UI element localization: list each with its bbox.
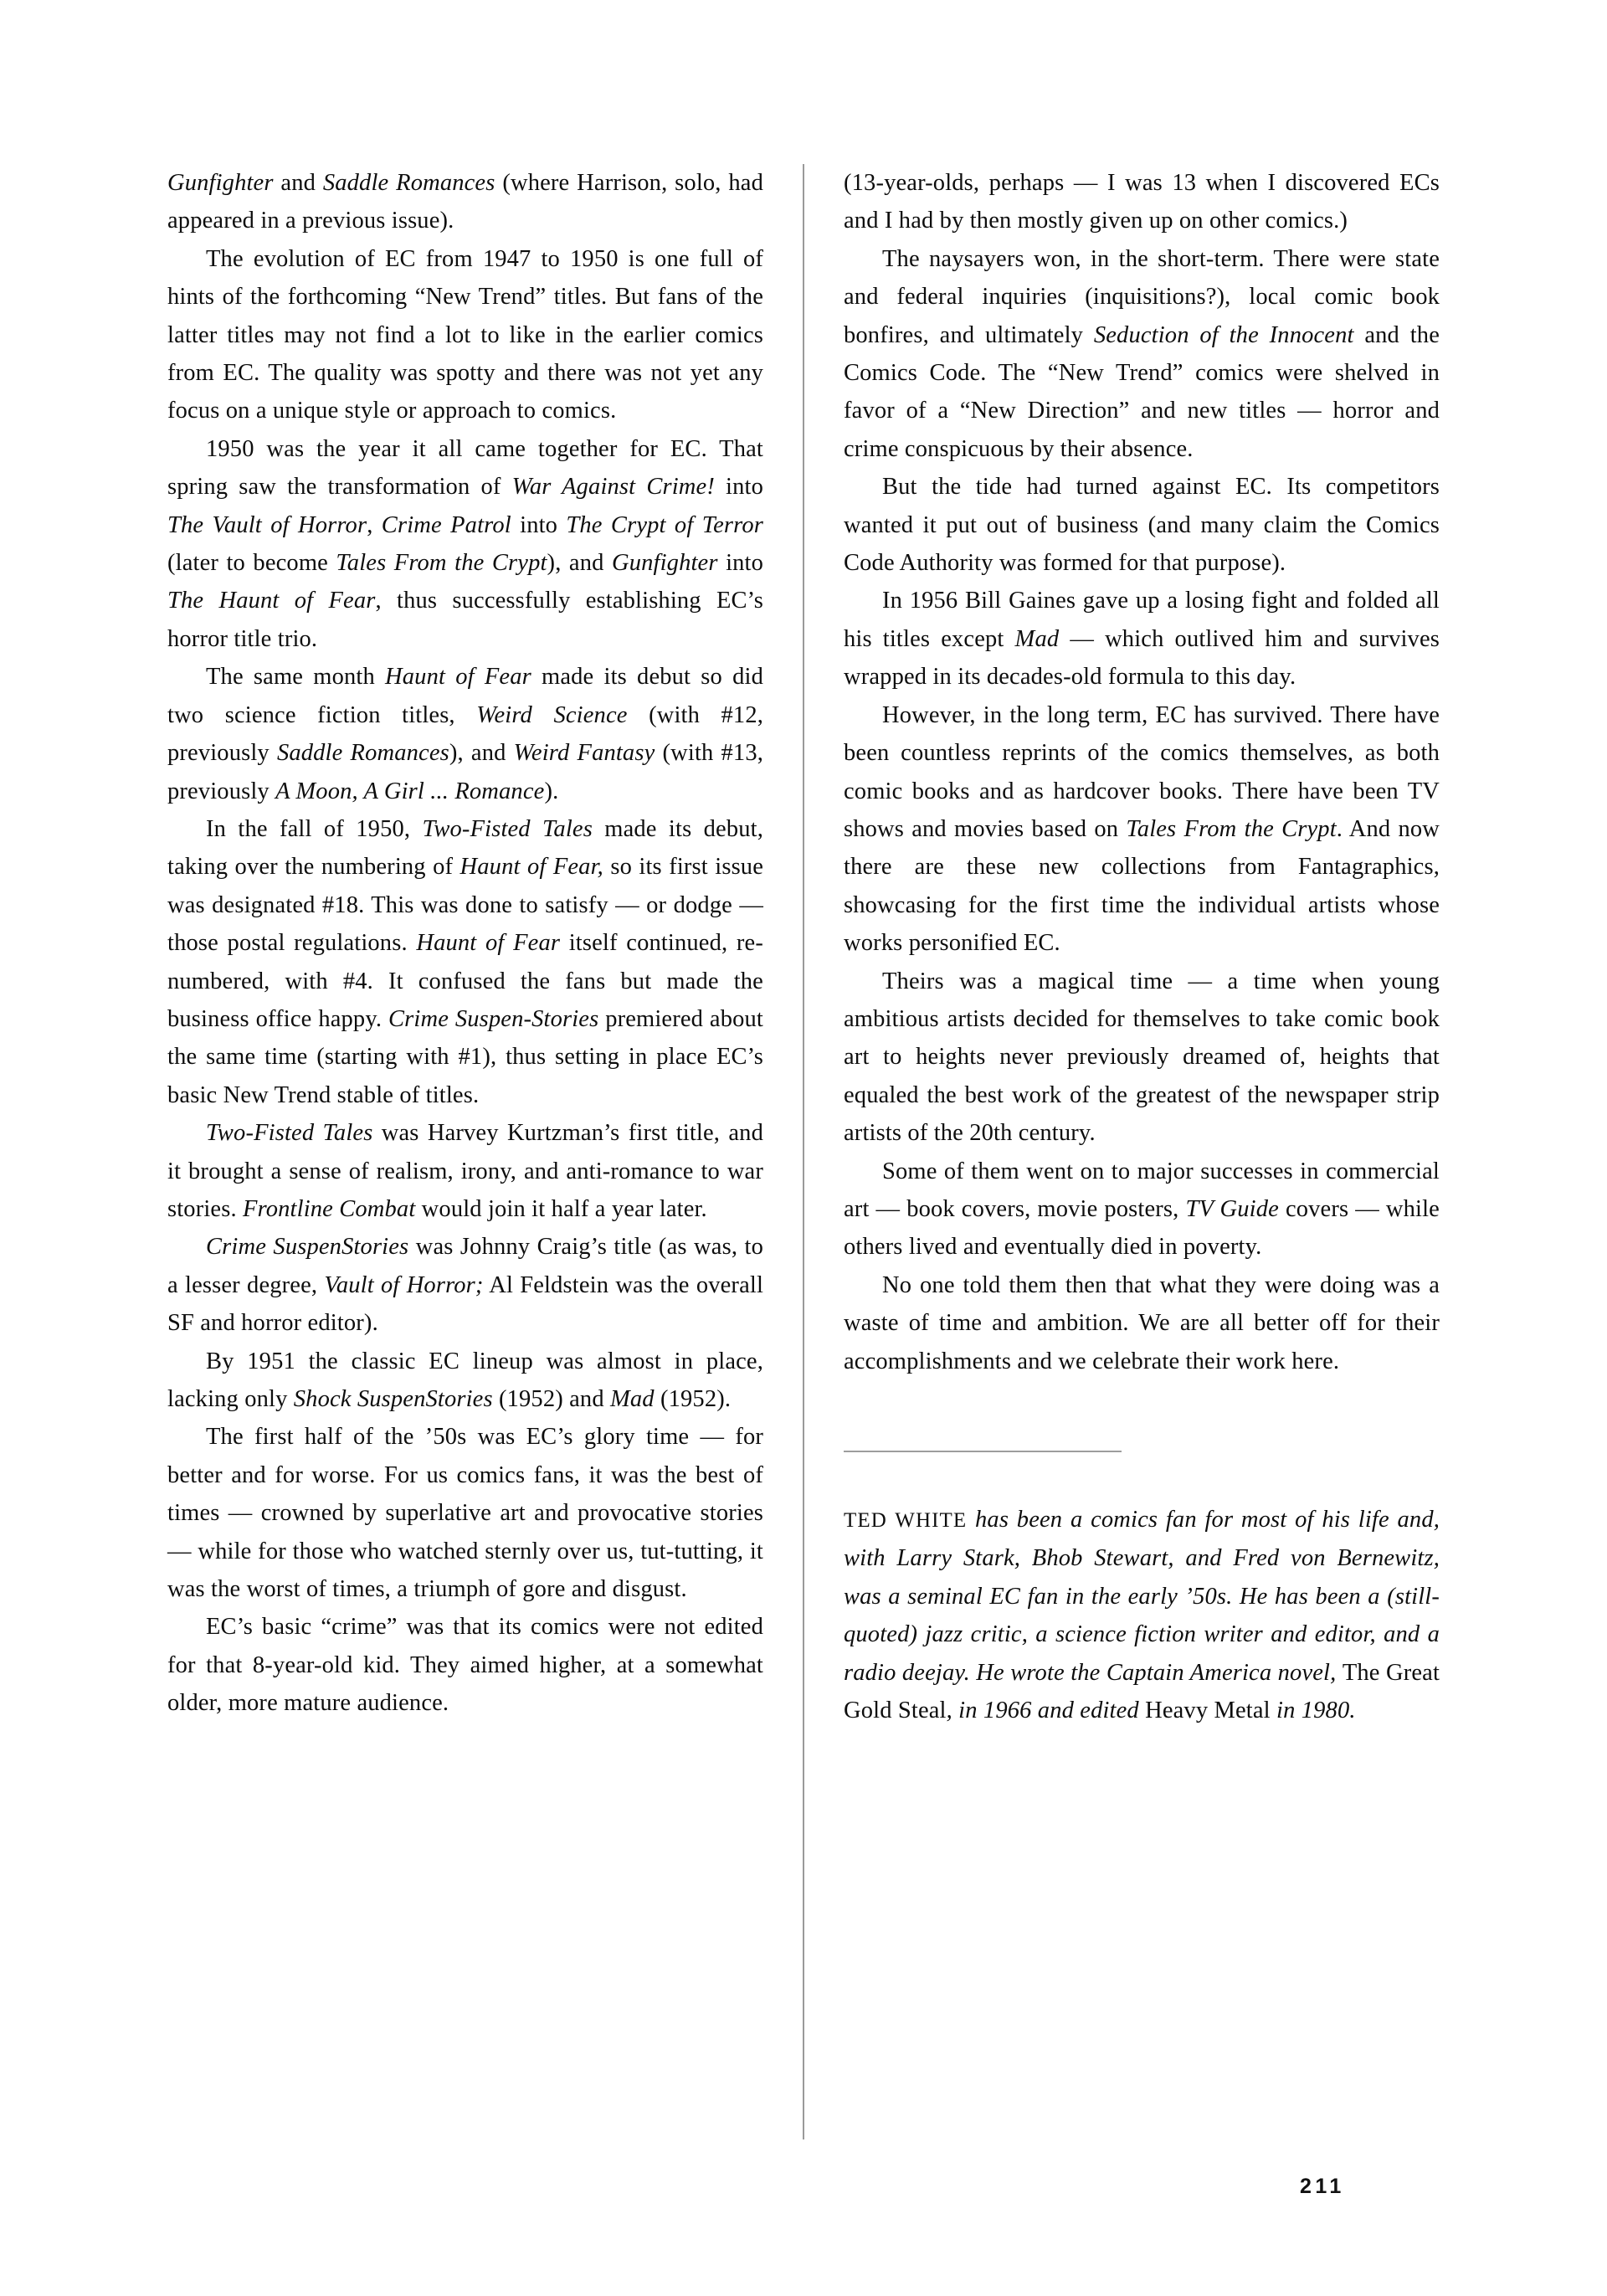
roman-run: . And now there are these new collections from Fantagraphics, showcasing for the first time the individual artists whose works personified EC. xyxy=(844,815,1440,957)
italic-run: Captain America xyxy=(1106,1659,1272,1686)
roman-run: and xyxy=(273,170,323,196)
roman-run: (where Harrison, solo, had appeared in a previous issue). xyxy=(167,170,764,234)
body-paragraph xyxy=(844,582,1440,696)
italic-run: A Moon, A Girl ... Romance xyxy=(275,778,545,804)
roman-run: was Johnny Craig’s title (as was, to a lesser degree, xyxy=(167,1234,763,1298)
body-paragraph xyxy=(167,1343,763,1419)
right-text-column xyxy=(844,164,1440,2139)
italic-run: Frontline Combat xyxy=(243,1195,416,1222)
roman-run: , xyxy=(367,511,382,538)
italic-run: Weird Science xyxy=(476,701,628,728)
body-paragraph xyxy=(844,963,1440,1153)
italic-run: TV Guide xyxy=(1185,1195,1279,1222)
roman-run: However, in the long term, EC has survived. There have been countless reprints of the comics themselves, as both comic books and as hardcover books. There have been TV shows and movies based on xyxy=(844,701,1440,842)
body-paragraph xyxy=(167,164,763,240)
author-bio xyxy=(844,1501,1440,1729)
body-paragraph xyxy=(844,164,1440,240)
italic-run: The Crypt of Terror xyxy=(566,511,763,538)
italic-run: The Haunt of Fear xyxy=(167,588,376,614)
italic-run: , in 1966 and edited xyxy=(946,1698,1146,1724)
italic-run: Vault of Horror; xyxy=(324,1271,484,1298)
roman-run: (later to become xyxy=(167,550,336,577)
two-column-text-body xyxy=(167,164,1440,2139)
roman-run: made its debut so did two science fiction titles, xyxy=(167,664,763,728)
body-paragraph xyxy=(167,240,763,430)
italic-run: Gunfighter xyxy=(612,550,718,577)
roman-run: (13-year-olds, perhaps — I was 13 when I discovered ECs and I had by then mostly given up on other comics.) xyxy=(844,170,1440,234)
roman-run: The first half of the ’50s was EC’s glory time — for better and for worse. For us comics fans, it was the best of times — crowned by superlative art and provocative stories — while for those who watched sternly over us, tut-tutting, it was the worst of times, a triumph of gore and disgust. xyxy=(167,1424,763,1603)
roman-run: into xyxy=(714,474,763,501)
roman-run: , thus successfully establishing EC’s horror title trio. xyxy=(167,588,763,652)
roman-run: In the fall of 1950, xyxy=(206,815,423,842)
roman-run: Theirs was a magical time — a time when young ambitious artists decided for themselves to take comic book art to heights never previously dreamed of, heights that equaled the best work of the greatest of the newspaper strip artists of the 20th century. xyxy=(844,968,1440,1147)
body-paragraph xyxy=(167,1608,763,1722)
roman-run: (1952). xyxy=(654,1386,732,1412)
body-paragraph xyxy=(844,696,1440,963)
column-divider-rule xyxy=(803,164,804,2139)
roman-run: ), and xyxy=(547,550,613,577)
italic-run: Crime SuspenStories xyxy=(206,1234,409,1261)
italic-run: Haunt of Fear xyxy=(416,930,561,957)
italic-run: Mad xyxy=(610,1386,655,1412)
roman-run: covers — while others lived and eventually died in poverty. xyxy=(844,1195,1440,1261)
italic-run: novel, xyxy=(1271,1659,1343,1686)
italic-run: Two-Fisted Tales xyxy=(206,1120,373,1147)
roman-run: ). xyxy=(544,778,559,804)
roman-run: Some of them went on to major successes in commercial art — book covers, movie posters, xyxy=(844,1158,1440,1222)
body-paragraph xyxy=(844,240,1440,468)
italic-run: has been a comics fan for most of his life and, with Larry Stark, Bhob Stewart, and Fred von Bernewitz, was a seminal EC fan in the early ’50s. He has been a (still-quoted) jazz critic, a science fiction writer and editor, and a radio deejay. He wrote the xyxy=(844,1507,1440,1686)
roman-run: EC’s basic “crime” was that its comics were not edited for that 8-year-old kid. They aimed higher, at a somewhat older, more mature audience. xyxy=(167,1614,763,1717)
roman-run: itself continued, re-numbered, with #4. It confused the fans but made the business office happy. xyxy=(167,930,763,1032)
italic-run: Shock SuspenStories xyxy=(293,1386,493,1412)
italic-run: Tales From the Crypt xyxy=(336,550,547,577)
italic-run: in 1980. xyxy=(1270,1698,1356,1724)
body-paragraph xyxy=(167,1418,763,1608)
italic-run: Saddle Romances xyxy=(322,170,495,196)
body-paragraph xyxy=(167,430,763,658)
roman-run: The same month xyxy=(206,664,386,691)
roman-run: In 1956 Bill Gaines gave up a losing fight and folded all his titles except xyxy=(844,588,1440,652)
roman-run: was Harvey Kurtzman’s first title, and it brought a sense of realism, irony, and anti-romance to war stories. xyxy=(167,1120,763,1222)
body-paragraph xyxy=(844,468,1440,582)
roman-run: so its first issue was designated #18. This was done to satisfy — or dodge — those postal regulations. xyxy=(167,854,764,957)
italic-run: Saddle Romances xyxy=(276,740,449,767)
italic-run: Mad xyxy=(1014,625,1060,652)
body-paragraph xyxy=(167,810,763,1114)
italic-run: Gunfighter xyxy=(167,170,274,196)
italic-run: Tales From the Crypt xyxy=(1126,815,1337,842)
roman-run: and the Comics Code. The “New Trend” comics were shelved in favor of a “New Direction” and new titles — horror and crime conspicuous by their absence. xyxy=(844,321,1440,462)
author-name-smallcaps: TED WHITE xyxy=(844,1509,968,1532)
italic-run: Haunt of Fear xyxy=(385,664,531,691)
column-gutter xyxy=(763,164,844,2139)
author-bio-separator-rule xyxy=(844,1451,1122,1452)
italic-run: Seduction of the Innocent xyxy=(1093,321,1354,348)
roman-run: But the tide had turned against EC. Its competitors wanted it put out of business (and many claim the Comics Code Authority was formed for that purpose). xyxy=(844,474,1440,577)
page-number: 211 xyxy=(1300,2175,1345,2198)
roman-run: Heavy Metal xyxy=(1145,1698,1271,1724)
roman-run: premiered about the same time (starting with #1), thus setting in place EC’s basic New Trend stable of titles. xyxy=(167,1005,763,1108)
left-text-column xyxy=(167,164,763,2139)
roman-run: The naysayers won, in the short-term. There were state and federal inquiries (inquisitions?), local comic book bonfires, and ultimately xyxy=(844,245,1440,348)
italic-run: The Vault of Horror xyxy=(167,511,367,538)
body-paragraph xyxy=(167,658,763,810)
body-paragraph xyxy=(844,1266,1440,1380)
roman-run: (with #13, previously xyxy=(167,740,764,804)
roman-run: (1952) and xyxy=(492,1386,611,1412)
italic-run: Crime Suspen-Stories xyxy=(388,1005,599,1032)
roman-run: No one told them then that what they were doing was a waste of time and ambition. We are all better off for their accomplishments and we celebrate their work here. xyxy=(844,1271,1440,1374)
roman-run: By 1951 the classic EC lineup was almost in place, lacking only xyxy=(167,1348,763,1412)
roman-run: The Great Gold Steal xyxy=(844,1659,1440,1724)
italic-run: Weird Fantasy xyxy=(513,740,655,767)
roman-run: into xyxy=(511,511,567,538)
roman-run: Al Feldstein was the overall SF and horror editor). xyxy=(167,1271,764,1337)
italic-run: War Against Crime! xyxy=(511,474,715,501)
roman-run: ), and xyxy=(449,740,514,767)
roman-run: — which outlived him and survives wrapped in its decades-old formula to this day. xyxy=(844,625,1440,691)
roman-run: (with #12, previously xyxy=(167,701,763,767)
body-paragraph xyxy=(167,1114,763,1228)
roman-run: would join it half a year later. xyxy=(415,1195,707,1222)
roman-run: The evolution of EC from 1947 to 1950 is one full of hints of the forthcoming “New Trend” titles. But fans of the latter titles may not find a lot to like in the earlier comics from EC. The quality was spotty and there was not yet any focus on a unique style or approach to comics. xyxy=(167,245,763,424)
italic-run: Two-Fisted Tales xyxy=(422,815,593,842)
roman-run: into xyxy=(717,550,764,577)
italic-run: Crime Patrol xyxy=(381,511,511,538)
roman-run: made its debut, taking over the numbering of xyxy=(167,815,763,881)
body-paragraph xyxy=(167,1228,763,1342)
italic-run: Haunt of Fear, xyxy=(460,854,603,881)
body-paragraph xyxy=(844,1153,1440,1266)
roman-run: 1950 was the year it all came together for EC. That spring saw the transformation of xyxy=(167,435,763,501)
